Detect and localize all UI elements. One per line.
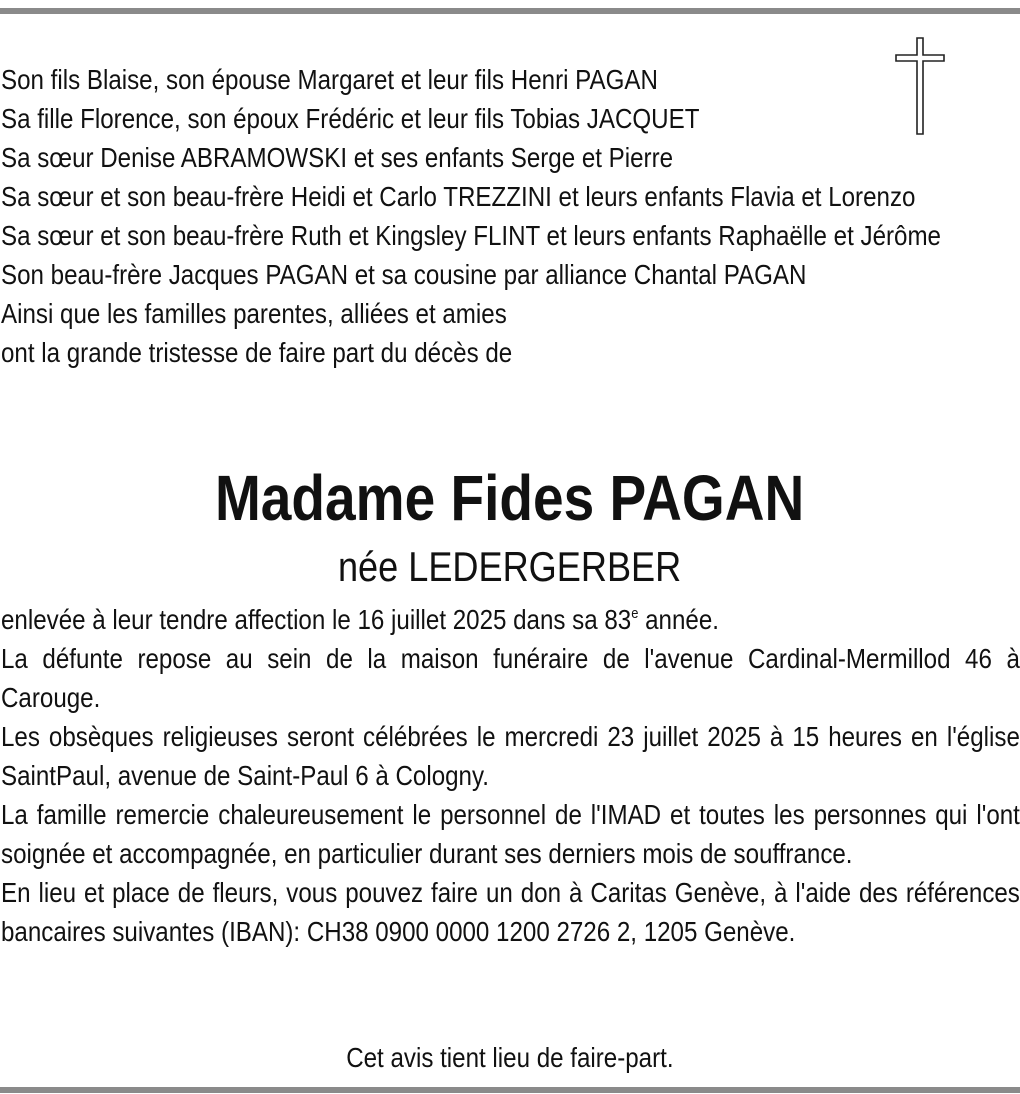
family-line: Sa sœur et son beau-frère Heidi et Carlo TREZZINI et leurs enfants Flavia et Lorenzo [1,181,916,212]
family-line: Son beau-frère Jacques PAGAN et sa cousine par alliance Chantal PAGAN [1,259,807,290]
birth-name [0,540,1020,594]
closing-line [0,1038,1020,1077]
deceased-name-text: Madame Fides PAGAN [215,462,805,534]
ordinal-suffix: e [631,605,639,622]
paragraph-thanks: La famille remercie chaleureusement le personnel de l'IMAD et toutes les personnes qui l'ont soignée et accompagnée, en particulier durant ses derniers mois de souffrance. [1,799,1020,869]
notice-body [1,600,1020,951]
death-text: enlevée à leur tendre affection le 16 juillet 2025 dans sa 83 [1,604,632,635]
paragraph-donation: En lieu et place de fleurs, vous pouvez faire un don à Caritas Genève, à l'aide des références bancaires suivantes (IBAN): CH38 0900 0000 1200 2726 2, 1205 Genève. [1,877,1020,947]
family-line: Sa fille Florence, son époux Frédéric et leur fils Tobias JACQUET [1,103,700,134]
family-line: Sa sœur Denise ABRAMOWSKI et ses enfants Serge et Pierre [1,142,674,173]
family-line: Sa sœur et son beau-frère Ruth et Kingsley FLINT et leurs enfants Raphaëlle et Jérôme [1,220,941,251]
top-rule [0,8,1020,14]
family-list [1,60,1020,372]
family-line: Ainsi que les familles parentes, alliées et amies [1,298,507,329]
paragraph-funeral: Les obsèques religieuses seront célébrées le mercredi 23 juillet 2025 à 15 heures en l'église SaintPaul, avenue de Saint-Paul 6 à Cologny. [1,721,1020,791]
death-text-end: année. [638,604,719,635]
paragraph-repose: La défunte repose au sein de la maison funéraire de l'avenue Cardinal-Mermillod 46 à Carouge. [1,643,1020,713]
birth-name-text: née LEDERGERBER [338,543,682,590]
family-line: Son fils Blaise, son épouse Margaret et leur fils Henri PAGAN [1,64,658,95]
closing-text: Cet avis tient lieu de faire-part. [346,1042,674,1073]
death-announcement [1,600,1020,639]
bottom-rule [0,1087,1020,1093]
family-line: ont la grande tristesse de faire part du décès de [1,337,513,368]
deceased-name [0,458,1020,538]
